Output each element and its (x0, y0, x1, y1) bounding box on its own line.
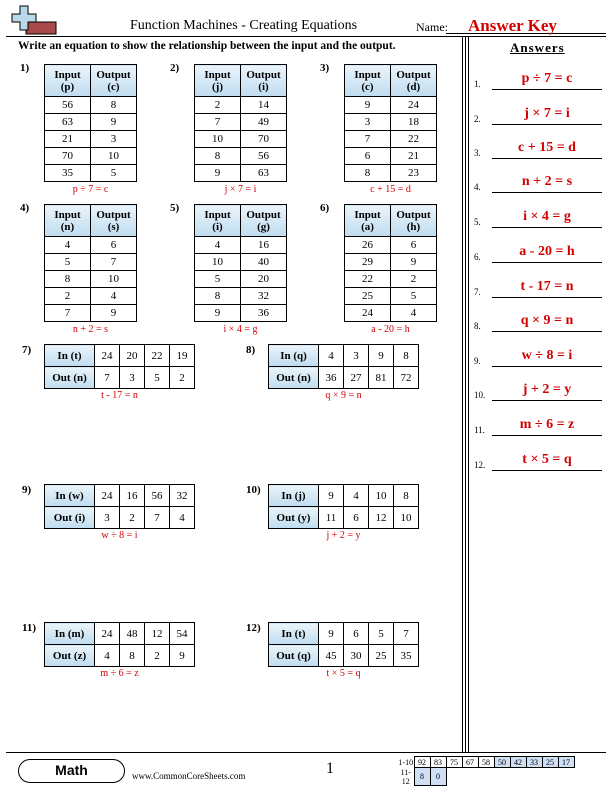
answer-number: 7. (474, 287, 481, 297)
output-cell: 45 (319, 645, 344, 667)
function-table (344, 64, 437, 195)
output-cell: 63 (241, 165, 287, 182)
output-header (91, 205, 137, 237)
header-divider (6, 36, 606, 37)
problem-number: 8) (246, 344, 256, 356)
answer-row (474, 278, 608, 298)
input-cell: 8 (45, 271, 91, 288)
answer-line (492, 158, 602, 159)
score-cell: 0 (430, 768, 446, 786)
answer-number: 9. (474, 356, 481, 366)
answer-text: p ÷ 7 = c (521, 71, 573, 86)
equation-answer: m ÷ 6 = z (100, 668, 139, 679)
answer-text: a - 20 = h (519, 244, 575, 259)
output-cell: 81 (369, 367, 394, 389)
input-variable: (a) (361, 220, 374, 233)
equation-answer: a - 20 = h (371, 324, 410, 335)
function-table (44, 204, 137, 335)
output-cell: 25 (369, 645, 394, 667)
answer-row (474, 243, 608, 263)
input-header: In (t) (45, 345, 95, 367)
answer-line (492, 400, 602, 401)
output-label: Output (96, 68, 131, 81)
output-cell: 5 (91, 165, 137, 182)
output-label: Output (396, 68, 431, 81)
input-cell: 10 (369, 485, 394, 507)
answer-text: j + 2 = y (522, 382, 572, 397)
answer-text: q × 9 = n (520, 313, 574, 328)
input-variable: (j) (212, 80, 223, 93)
website-text: www.CommonCoreSheets.com (132, 771, 246, 781)
output-cell: 2 (120, 507, 145, 529)
problem-number: 7) (22, 344, 32, 356)
score-row-label: 11-12 (400, 767, 411, 786)
function-table (194, 64, 287, 195)
output-cell: 18 (391, 114, 437, 131)
output-cell: 49 (241, 114, 287, 131)
input-cell: 29 (345, 254, 391, 271)
output-cell: 2 (170, 367, 195, 389)
output-header: Out (n) (269, 367, 319, 389)
problem-number: 12) (246, 622, 261, 634)
input-cell: 3 (344, 345, 369, 367)
input-cell: 32 (170, 485, 195, 507)
answer-number: 5. (474, 217, 481, 227)
score-cell: 42 (510, 757, 526, 768)
output-cell: 9 (91, 305, 137, 322)
equation-answer: i × 4 = g (223, 324, 258, 335)
input-cell: 9 (345, 97, 391, 114)
input-header: In (q) (269, 345, 319, 367)
output-cell: 32 (241, 288, 287, 305)
io-table (44, 64, 137, 182)
input-cell: 9 (195, 305, 241, 322)
input-cell: 63 (45, 114, 91, 131)
output-cell: 6 (344, 507, 369, 529)
answer-text: t × 5 = q (522, 452, 572, 467)
output-cell: 11 (319, 507, 344, 529)
input-cell: 16 (120, 485, 145, 507)
score-cell: 67 (462, 757, 478, 768)
output-header: Out (y) (269, 507, 319, 529)
input-label: Input (54, 208, 81, 221)
input-header (45, 65, 91, 97)
input-cell: 10 (195, 131, 241, 148)
answer-text: i × 4 = g (523, 209, 571, 224)
input-cell: 70 (45, 148, 91, 165)
output-cell: 72 (394, 367, 419, 389)
equation-answer: n + 2 = s (72, 324, 109, 335)
equation-answer: j × 7 = i (224, 184, 257, 195)
input-cell: 4 (195, 237, 241, 254)
output-cell: 10 (394, 507, 419, 529)
input-cell: 26 (345, 237, 391, 254)
output-cell: 2 (145, 645, 170, 667)
input-cell: 2 (45, 288, 91, 305)
answer-number: 6. (474, 252, 481, 262)
score-cell: 92 (414, 757, 430, 768)
input-cell: 24 (95, 623, 120, 645)
io-table (268, 344, 419, 389)
input-header (345, 65, 391, 97)
output-header (241, 205, 287, 237)
io-table (194, 64, 287, 182)
output-cell: 70 (241, 131, 287, 148)
input-header (195, 65, 241, 97)
io-table (44, 344, 195, 389)
input-cell: 4 (344, 485, 369, 507)
input-cell: 24 (95, 485, 120, 507)
output-label: Output (246, 208, 281, 221)
answer-row (474, 105, 608, 125)
input-cell: 3 (345, 114, 391, 131)
answer-number: 10. (474, 390, 486, 400)
input-cell: 5 (369, 623, 394, 645)
function-table (44, 344, 195, 401)
input-cell: 7 (394, 623, 419, 645)
output-cell: 36 (241, 305, 287, 322)
page-title: Function Machines - Creating Equations (130, 18, 358, 33)
output-cell: 5 (391, 288, 437, 305)
problem-number: 5) (170, 202, 180, 214)
input-cell: 8 (394, 485, 419, 507)
function-table (268, 622, 419, 679)
output-cell: 14 (241, 97, 287, 114)
input-cell: 10 (195, 254, 241, 271)
input-cell: 25 (345, 288, 391, 305)
input-header: In (m) (45, 623, 95, 645)
output-cell: 8 (91, 97, 137, 114)
output-cell: 27 (344, 367, 369, 389)
problem-number: 10) (246, 484, 261, 496)
score-cell: 8 (414, 768, 430, 786)
output-label: Output (246, 68, 281, 81)
output-cell: 24 (391, 97, 437, 114)
answer-number: 8. (474, 321, 481, 331)
answer-number: 2. (474, 114, 481, 124)
output-cell: 20 (241, 271, 287, 288)
answer-row (474, 416, 608, 436)
input-cell: 9 (319, 485, 344, 507)
output-header (241, 65, 287, 97)
input-label: Input (54, 68, 81, 81)
input-cell: 6 (344, 623, 369, 645)
answer-text: m ÷ 6 = z (519, 417, 575, 432)
answer-number: 12. (474, 460, 486, 470)
equation-answer: t × 5 = q (326, 668, 361, 679)
input-cell: 56 (145, 485, 170, 507)
input-header: In (t) (269, 623, 319, 645)
io-table (344, 64, 437, 182)
output-label: Output (96, 208, 131, 221)
output-variable: (i) (258, 80, 269, 93)
divider-line (462, 36, 463, 752)
input-cell: 35 (45, 165, 91, 182)
input-variable: (i) (212, 220, 223, 233)
output-cell: 40 (241, 254, 287, 271)
input-cell: 12 (145, 623, 170, 645)
answer-number: 3. (474, 148, 481, 158)
answer-text: n + 2 = s (521, 174, 573, 189)
answer-number: 1. (474, 79, 481, 89)
output-header (391, 65, 437, 97)
score-cell: 50 (494, 757, 510, 768)
problem-number: 11) (22, 622, 37, 634)
answer-line (492, 89, 602, 90)
input-header (195, 205, 241, 237)
equation-answer: q × 9 = n (325, 390, 362, 401)
answer-text: c + 15 = d (518, 140, 576, 155)
output-cell: 6 (91, 237, 137, 254)
input-variable: (p) (60, 80, 75, 93)
problem-number: 2) (170, 62, 180, 74)
input-label: Input (204, 208, 231, 221)
input-cell: 24 (345, 305, 391, 322)
answer-row (474, 381, 608, 401)
output-header (91, 65, 137, 97)
io-table (44, 484, 195, 529)
answer-line (492, 297, 602, 298)
divider-line (468, 36, 469, 752)
input-cell: 4 (319, 345, 344, 367)
function-table (268, 484, 419, 541)
function-table (44, 622, 195, 679)
output-cell: 2 (391, 271, 437, 288)
output-cell: 9 (170, 645, 195, 667)
input-cell: 6 (345, 148, 391, 165)
output-header (391, 205, 437, 237)
answer-text: j × 7 = i (524, 106, 570, 121)
io-table (44, 622, 195, 667)
input-cell: 22 (345, 271, 391, 288)
output-variable: (c) (107, 80, 120, 93)
io-table (268, 622, 419, 667)
answer-line (492, 192, 602, 193)
score-cell: 58 (478, 757, 494, 768)
score-cell: 83 (430, 757, 446, 768)
answer-line (492, 262, 602, 263)
input-header: In (w) (45, 485, 95, 507)
output-cell: 3 (120, 367, 145, 389)
equation-answer: w ÷ 8 = i (101, 530, 138, 541)
output-cell: 22 (391, 131, 437, 148)
equation-answer: c + 15 = d (370, 184, 411, 195)
output-variable: (s) (107, 220, 120, 233)
problem-number: 4) (20, 202, 30, 214)
input-cell: 5 (195, 271, 241, 288)
score-cell: 17 (558, 757, 574, 768)
input-cell: 5 (45, 254, 91, 271)
input-cell: 22 (145, 345, 170, 367)
output-header: Out (i) (45, 507, 95, 529)
output-cell: 23 (391, 165, 437, 182)
function-table (44, 64, 137, 195)
output-cell: 9 (91, 114, 137, 131)
score-row-label: 1-10 (398, 757, 414, 767)
output-cell: 35 (394, 645, 419, 667)
input-header (345, 205, 391, 237)
output-cell: 7 (95, 367, 120, 389)
page-number: 1 (326, 760, 334, 777)
input-label: Input (354, 68, 381, 81)
input-cell: 19 (170, 345, 195, 367)
output-cell: 3 (91, 131, 137, 148)
name-label: Name: (416, 20, 448, 34)
logo-icon (10, 4, 58, 38)
score-cell: 25 (542, 757, 558, 768)
input-cell: 20 (120, 345, 145, 367)
input-header: In (j) (269, 485, 319, 507)
output-header: Out (n) (45, 367, 95, 389)
output-cell: 4 (95, 645, 120, 667)
subject-badge: Math (18, 759, 125, 783)
output-label: Output (396, 208, 431, 221)
output-cell: 8 (120, 645, 145, 667)
output-header: Out (q) (269, 645, 319, 667)
output-cell: 36 (319, 367, 344, 389)
input-variable: (c) (361, 80, 374, 93)
divider-line (465, 36, 466, 752)
answer-line (492, 470, 602, 471)
answer-line (492, 227, 602, 228)
io-table (194, 204, 287, 322)
input-label: Input (204, 68, 231, 81)
output-cell: 30 (344, 645, 369, 667)
output-variable: (d) (406, 80, 421, 93)
input-cell: 9 (319, 623, 344, 645)
problem-number: 1) (20, 62, 30, 74)
output-cell: 9 (391, 254, 437, 271)
output-cell: 5 (145, 367, 170, 389)
answer-row (474, 208, 608, 228)
answer-row (474, 451, 608, 471)
output-cell: 3 (95, 507, 120, 529)
output-cell: 4 (391, 305, 437, 322)
output-cell: 12 (369, 507, 394, 529)
output-cell: 16 (241, 237, 287, 254)
answer-number: 4. (474, 182, 481, 192)
output-variable: (g) (257, 220, 270, 233)
output-cell: 10 (91, 271, 137, 288)
output-cell: 4 (91, 288, 137, 305)
output-cell: 6 (391, 237, 437, 254)
output-cell: 7 (145, 507, 170, 529)
input-header (45, 205, 91, 237)
score-cell: 33 (526, 757, 542, 768)
input-label: Input (354, 208, 381, 221)
input-cell: 2 (195, 97, 241, 114)
answer-text: w ÷ 8 = i (521, 348, 573, 363)
input-cell: 4 (45, 237, 91, 254)
io-table (344, 204, 437, 322)
output-header: Out (z) (45, 645, 95, 667)
input-cell: 7 (45, 305, 91, 322)
output-cell: 7 (91, 254, 137, 271)
input-variable: (n) (60, 220, 75, 233)
answer-row (474, 347, 608, 367)
input-cell: 8 (345, 165, 391, 182)
input-cell: 24 (95, 345, 120, 367)
input-cell: 54 (170, 623, 195, 645)
input-cell: 9 (195, 165, 241, 182)
problem-number: 3) (320, 62, 330, 74)
answer-row (474, 70, 608, 90)
function-table (194, 204, 287, 335)
input-cell: 8 (195, 288, 241, 305)
output-cell: 10 (91, 148, 137, 165)
equation-answer: p ÷ 7 = c (72, 184, 109, 195)
problem-number: 6) (320, 202, 330, 214)
footer-divider (6, 752, 606, 753)
function-table (268, 344, 419, 401)
input-cell: 21 (45, 131, 91, 148)
equation-answer: j + 2 = y (326, 530, 361, 541)
input-cell: 8 (195, 148, 241, 165)
output-cell: 21 (391, 148, 437, 165)
input-cell: 7 (195, 114, 241, 131)
instructions: Write an equation to show the relationship between the input and the output. (18, 40, 396, 52)
input-cell: 56 (45, 97, 91, 114)
output-cell: 56 (241, 148, 287, 165)
io-table (44, 204, 137, 322)
input-cell: 8 (394, 345, 419, 367)
answer-row (474, 139, 608, 159)
answer-row (474, 173, 608, 193)
answer-number: 11. (474, 425, 485, 435)
score-cell: 75 (446, 757, 462, 768)
input-cell: 48 (120, 623, 145, 645)
input-cell: 9 (369, 345, 394, 367)
output-variable: (h) (406, 220, 421, 233)
answer-key-label: Answer Key (468, 16, 557, 35)
answer-line (492, 366, 602, 367)
answer-text: t - 17 = n (520, 279, 574, 294)
input-cell: 7 (345, 131, 391, 148)
problem-number: 9) (22, 484, 32, 496)
function-table (344, 204, 437, 335)
answers-title: Answers (510, 40, 565, 55)
output-cell: 4 (170, 507, 195, 529)
io-table (268, 484, 419, 529)
equation-answer: t - 17 = n (101, 390, 138, 401)
answer-line (492, 435, 602, 436)
function-table (44, 484, 195, 541)
answer-line (492, 124, 602, 125)
score-table (398, 756, 575, 786)
answer-line (492, 331, 602, 332)
answer-row (474, 312, 608, 332)
